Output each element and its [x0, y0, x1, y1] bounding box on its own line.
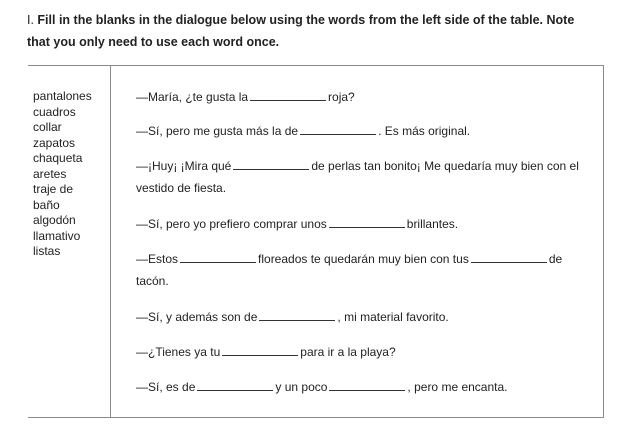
dialogue-text: de tacón. [136, 252, 563, 288]
word-bank-item: baño [33, 197, 60, 212]
dialogue-line-2 [136, 120, 591, 142]
dialogue-line-7 [136, 341, 591, 363]
column-divider [110, 66, 111, 417]
word-bank-item: chaqueta [33, 151, 83, 165]
dialogue-line-3 [136, 155, 591, 199]
word-bank-item: llamativo [33, 228, 81, 243]
dialogue-text: —María, ¿te gusta la [136, 90, 249, 104]
dialogue-text: , mi material favorito. [337, 310, 449, 324]
answer-blank[interactable] [329, 216, 405, 228]
answer-blank[interactable] [233, 158, 309, 170]
answer-blank[interactable] [471, 251, 547, 263]
instructions-text: Fill in the blanks in the dialogue below using the words from the left side of the table. Note that you only need to use each word once. [27, 13, 575, 49]
word-bank-item: algodón [33, 213, 76, 227]
dialogue-text: roja? [328, 90, 355, 104]
dialogue-line-5 [136, 248, 591, 292]
dialogue-line-6 [136, 306, 591, 328]
word-bank-item: aretes [33, 166, 67, 181]
dialogue-text: , pero me encanta. [407, 380, 508, 394]
dialogue-line-8 [136, 376, 591, 398]
dialogue-text: . Es más original. [378, 124, 471, 138]
word-bank-item: listas [33, 244, 61, 258]
dialogue-text: —Sí, pero me gusta más la de [136, 124, 299, 138]
answer-blank[interactable] [222, 344, 298, 356]
word-bank-item: traje de [33, 182, 74, 196]
dialogue-text: —Estos [136, 252, 179, 266]
dialogue-text: brillantes. [406, 217, 459, 231]
dialogue-text: —Sí, pero yo prefiero comprar unos [136, 217, 327, 231]
word-bank [33, 89, 108, 260]
instructions [27, 9, 597, 53]
answer-blank[interactable] [180, 251, 256, 263]
dialogue-text: floreados te quedarán muy bien con tus [258, 252, 469, 266]
answer-blank[interactable] [250, 89, 326, 101]
word-bank-item: zapatos [33, 135, 76, 150]
dialogue-text: para ir a la playa? [300, 345, 396, 359]
instructions-prefix: I. [27, 13, 38, 27]
exercise-table [28, 65, 604, 418]
dialogue-text: de perlas tan bonito¡ Me quedaría muy bien con el vestido de fiesta. [136, 159, 579, 195]
dialogue-text: —¡Huy¡ ¡Mira qué [136, 159, 232, 173]
word-bank-item: cuadros [33, 104, 76, 119]
answer-blank[interactable] [259, 309, 335, 321]
dialogue-line-4 [136, 213, 591, 235]
word-bank-item: collar [33, 120, 62, 134]
answer-blank[interactable] [329, 379, 405, 391]
answer-blank[interactable] [197, 379, 273, 391]
dialogue-text: —Sí, y además son de [136, 310, 258, 324]
dialogue-text: —Sí, es de [136, 380, 196, 394]
dialogue-text: y un poco [275, 380, 328, 394]
word-bank-item: pantalones [33, 89, 92, 103]
dialogue-text: —¿Tienes ya tu [136, 345, 221, 359]
answer-blank[interactable] [300, 123, 376, 135]
dialogue-line-1 [136, 86, 591, 108]
